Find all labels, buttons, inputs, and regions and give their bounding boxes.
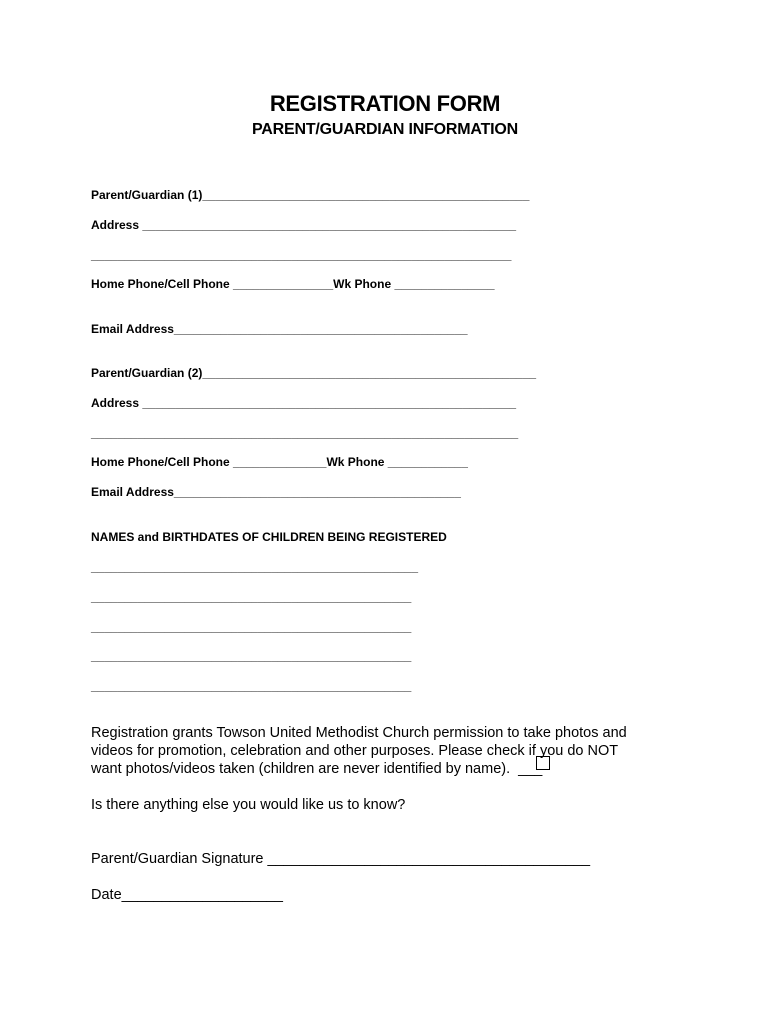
consent-line-1: Registration grants Towson United Methodist Church permission to take photos and <box>91 725 627 741</box>
form-subtitle: PARENT/GUARDIAN INFORMATION <box>252 121 518 138</box>
signature-field[interactable]: Parent/Guardian Signature ________________________________________ <box>91 851 591 867</box>
consent-line-3: want photos/videos taken (children are never identified by name). ___ <box>91 761 543 777</box>
child-line-3[interactable]: ________________________________________________ <box>91 620 412 634</box>
child-line-1[interactable]: _________________________________________________ <box>91 560 419 574</box>
guardian1-address-field[interactable]: Address ________________________________________________________ <box>91 218 517 232</box>
guardian2-address-line2[interactable]: ________________________________________________________________ <box>91 426 519 440</box>
guardian1-phone-text: Home Phone/Cell Phone _______________Wk Phone ____________ <box>91 277 475 291</box>
no-photos-checkbox[interactable] <box>536 756 550 770</box>
guardian1-name-field[interactable]: Parent/Guardian (1)_________________________________________________ <box>91 188 530 202</box>
guardian1-email-field[interactable]: Email Address____________________________________________ <box>91 322 468 336</box>
guardian2-name-field[interactable]: Parent/Guardian (2)__________________________________________________ <box>91 366 537 380</box>
guardian1-phone-field[interactable] <box>91 277 495 292</box>
form-title: REGISTRATION FORM <box>269 91 501 116</box>
guardian2-email-field[interactable]: Email Address___________________________________________ <box>91 485 461 499</box>
child-line-2[interactable]: ________________________________________________ <box>91 590 412 604</box>
guardian1-address-line2[interactable]: _______________________________________________________________ <box>91 248 512 262</box>
child-line-4[interactable]: ________________________________________________ <box>91 649 412 663</box>
consent-line-2: videos for promotion, celebration and other purposes. Please check if you do NOT <box>91 743 619 759</box>
date-field[interactable]: Date____________________ <box>91 887 283 903</box>
children-heading: NAMES and BIRTHDATES OF CHILDREN BEING REGISTERED <box>91 530 447 544</box>
guardian1-phone-tail: ___ <box>474 277 495 291</box>
child-line-5[interactable]: ________________________________________________ <box>91 679 412 693</box>
additional-info-question: Is there anything else you would like us to know? <box>91 797 406 813</box>
guardian2-address-field[interactable]: Address ________________________________________________________ <box>91 396 517 410</box>
guardian2-phone-field[interactable]: Home Phone/Cell Phone ______________Wk Phone ____________ <box>91 455 468 469</box>
